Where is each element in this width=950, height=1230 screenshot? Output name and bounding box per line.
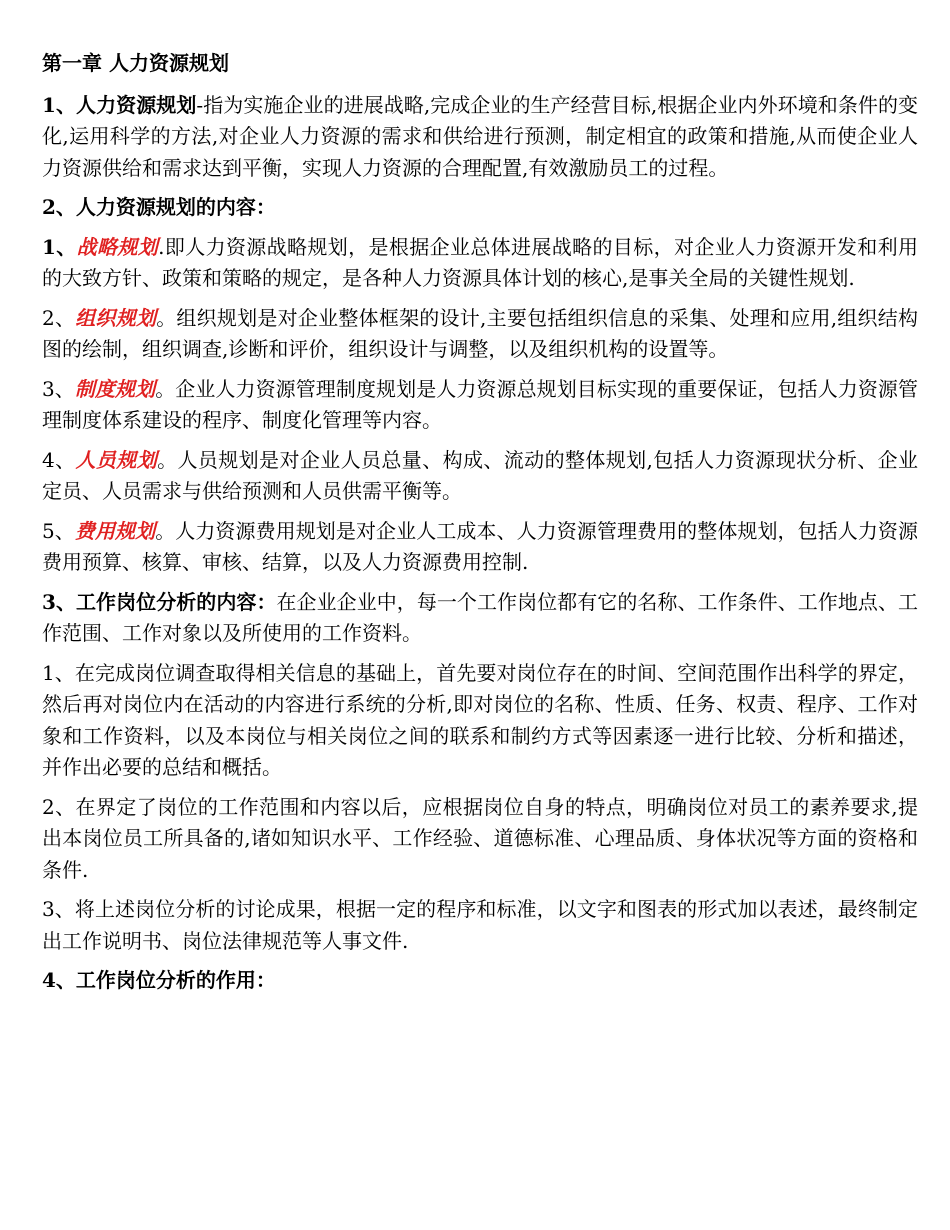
section-4-heading: 4、工作岗位分析的作用： [42,968,276,992]
section-2-heading: 2、人力资源规划的内容： [42,195,276,219]
section-1-definition [42,90,918,185]
plan-item-cost [42,516,918,579]
plan-item-text: 。人员规划是对企业人员总量、构成、流动的整体规划,包括人力资源现状分析、企业定员、人员需求与供给预测和人员供需平衡等。 [42,447,918,503]
plan-item-number: 1、 [42,234,77,259]
analysis-item: 3、将上述岗位分析的讨论成果，根据一定的程序和标准，以文字和图表的形式加以表述，最终制定出工作说明书、岗位法律规范等人事文件. [42,897,918,953]
plan-item-number: 2、 [42,305,76,330]
analysis-item: 2、在界定了岗位的工作范围和内容以后，应根据岗位自身的特点，明确岗位对员工的素养要求,提出本岗位员工所具备的,诸如知识水平、工作经验、道德标准、心理品质、身体状况等方面的资格和条件. [42,794,918,882]
chapter-title: 第一章 人力资源规划 [42,51,229,75]
plan-item-number: 5、 [42,518,75,543]
plan-item-term: 组织规划 [75,305,157,330]
plan-item-number: 3、 [42,376,75,401]
plan-item-term: 费用规划 [74,518,156,543]
plan-item-system [42,374,918,437]
plan-item-term: 战略规划 [76,234,159,259]
section-3-intro [42,587,918,650]
plan-item-number: 4、 [42,447,76,472]
plan-item-strategy [42,232,918,295]
plan-item-organization [42,303,918,366]
plan-item-text: 。企业人力资源管理制度规划是人力资源总规划目标实现的重要保证，包括人力资源管理制度体系建设的程序、制度化管理等内容。 [42,376,919,432]
plan-item-text: 。组织规划是对企业整体框架的设计,主要包括组织信息的采集、处理和应用,组织结构图的绘制，组织调查,诊断和评价，组织设计与调整，以及组织机构的设置等。 [42,305,919,361]
section-3-heading: 3、工作岗位分析的内容： [42,589,277,614]
section-1-text: -指为实施企业的进展战略,完成企业的生产经营目标,根据企业内外环境和条件的变化,运用科学的方法,对企业人力资源的需求和供给进行预测，制定相宜的政策和措施,从而使企业人力资源供给和需求达到平衡，实现人力资源的合理配置,有效激励员工的过程。 [42,92,919,180]
analysis-item: 1、在完成岗位调查取得相关信息的基础上，首先要对岗位存在的时间、空间范围作出科学的界定，然后再对岗位内在活动的内容进行系统的分析,即对岗位的名称、性质、任务、权责、程序、工作对象和工作资料，以及本岗位与相关岗位之间的联系和制约方式等因素逐一进行比较、分析和描述，并作出必要的总结和概括。 [42,660,918,779]
plan-item-text: .即人力资源战略规划，是根据企业总体进展战略的目标，对企业人力资源开发和利用的大致方针、政策和策略的规定，是各种人力资源具体计划的核心,是事关全局的关键性规划. [42,234,919,290]
plan-item-term: 人员规划 [75,447,158,472]
plan-item-term: 制度规划 [74,376,156,401]
section-1-term: 人力资源规划 [76,92,197,117]
section-1-number: 1、 [42,92,77,117]
plan-item-personnel [42,445,918,508]
plan-item-text: 。人力资源费用规划是对企业人工成本、人力资源管理费用的整体规划，包括人力资源费用预算、核算、审核、结算，以及人力资源费用控制. [42,518,919,574]
section-3-intro-text: 在企业企业中，每一个工作岗位都有它的名称、工作条件、工作地点、工作范围、工作对象以及所使用的工作资料。 [42,589,918,645]
